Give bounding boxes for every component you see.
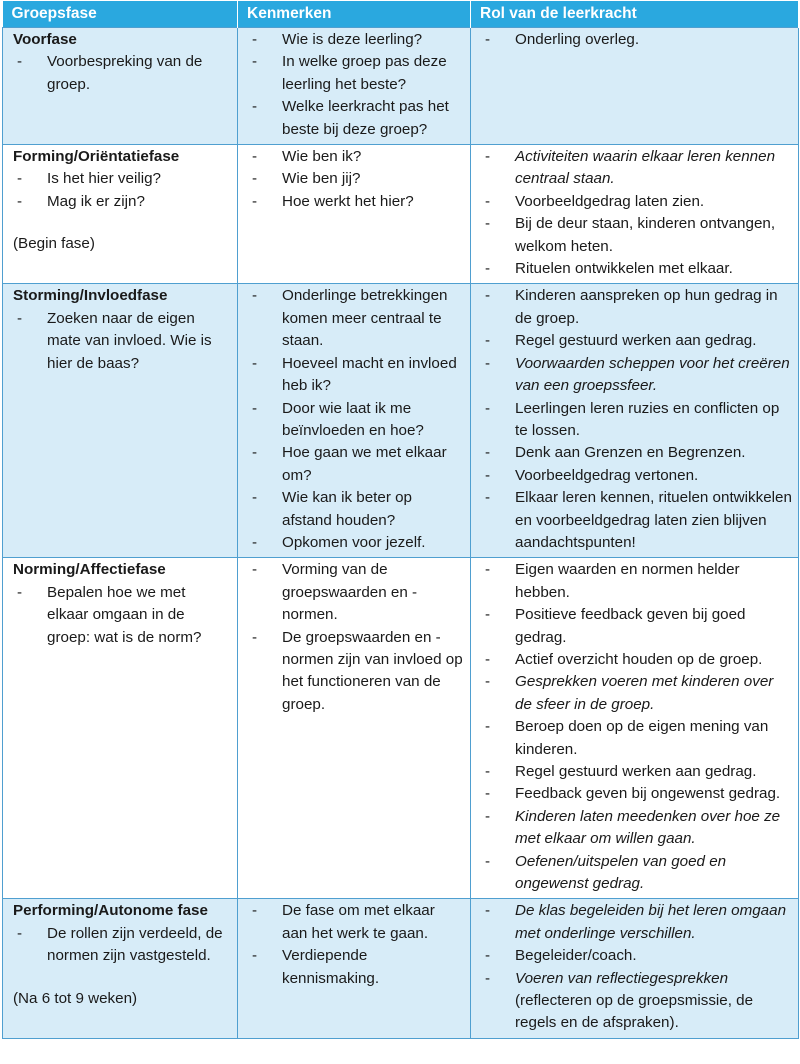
phase-cell bbox=[3, 899, 238, 1038]
list-item bbox=[481, 29, 792, 51]
list-item bbox=[481, 900, 792, 945]
list-item bbox=[481, 649, 792, 671]
list-item bbox=[481, 146, 792, 191]
kenmerken-list bbox=[248, 29, 464, 141]
list-item bbox=[481, 487, 792, 554]
list-item: - De fase om met elkaar aan het werk te gaan. bbox=[248, 900, 464, 945]
rol-text: Kinderen aanspreken op hun gedrag in de groep. bbox=[515, 287, 778, 327]
list-item bbox=[481, 945, 792, 967]
list-item bbox=[481, 213, 792, 258]
header-rol-leerkracht: Rol van de leerkracht bbox=[471, 1, 799, 28]
rol-text: Beroep doen op de eigen mening van kinderen. bbox=[515, 718, 769, 758]
phase-cell bbox=[3, 145, 238, 284]
rol-text: Voorwaarden scheppen voor het creëren van een groepssfeer. bbox=[515, 354, 790, 395]
rol-text: Gesprekken voeren met kinderen over de sfeer in de groep. bbox=[515, 673, 774, 713]
rol-text: Feedback geven bij ongewenst gedrag. bbox=[515, 785, 781, 803]
phase-questions bbox=[13, 308, 231, 375]
rol-text: Voeren van reflectiegesprekken bbox=[515, 969, 729, 987]
phase-cell bbox=[3, 558, 238, 899]
list-item: - Opkomen voor jezelf. bbox=[248, 532, 464, 554]
list-item: - Hoe gaan we met elkaar om? bbox=[248, 442, 464, 487]
phase-questions bbox=[13, 51, 231, 96]
rol-list bbox=[481, 559, 792, 895]
kenmerken-list bbox=[248, 900, 464, 990]
rol-text: Regel gestuurd werken aan gedrag. bbox=[515, 332, 757, 350]
table-row bbox=[3, 558, 799, 899]
list-item bbox=[481, 285, 792, 330]
rol-text: Elkaar leren kennen, rituelen ontwikkelen en voorbeeldgedrag laten zien blijven aandachtspunten! bbox=[515, 489, 792, 551]
rol-text: Positieve feedback geven bij goed gedrag. bbox=[515, 606, 746, 646]
list-item: - Bepalen hoe we met elkaar omgaan in de groep: wat is de norm? bbox=[13, 582, 231, 649]
rol-list bbox=[481, 29, 792, 51]
header-kenmerken: Kenmerken bbox=[238, 1, 471, 28]
list-item: - In welke groep pas deze leerling het beste? bbox=[248, 51, 464, 96]
list-item bbox=[481, 716, 792, 761]
rol-cell bbox=[471, 145, 799, 284]
list-item: - Vorming van de groepswaarden en -normen. bbox=[248, 559, 464, 626]
rol-text: Voorbeeldgedrag vertonen. bbox=[515, 466, 699, 484]
phase-questions bbox=[13, 923, 231, 968]
list-item: - De rollen zijn verdeeld, de normen zijn vastgesteld. bbox=[13, 923, 231, 968]
rol-text: Voorbeeldgedrag laten zien. bbox=[515, 192, 705, 210]
list-item: - Hoe werkt het hier? bbox=[248, 191, 464, 213]
list-item bbox=[481, 783, 792, 805]
rol-text: Denk aan Grenzen en Begrenzen. bbox=[515, 444, 746, 462]
phase-note: (Na 6 tot 9 weken) bbox=[13, 989, 138, 1007]
rol-list bbox=[481, 900, 792, 1034]
list-item: - Welke leerkracht pas het beste bij deze groep? bbox=[248, 96, 464, 141]
list-item: - Zoeken naar de eigen mate van invloed. Wie is hier de baas? bbox=[13, 308, 231, 375]
rol-text: Eigen waarden en normen helder hebben. bbox=[515, 561, 740, 601]
table-row bbox=[3, 284, 799, 558]
rol-text: Oefenen/uitspelen van goed en ongewenst gedrag. bbox=[515, 852, 727, 893]
list-item bbox=[481, 353, 792, 398]
rol-cell bbox=[471, 284, 799, 558]
rol-list bbox=[481, 285, 792, 554]
list-item: - De groepswaarden en -normen zijn van invloed op het functioneren van de groep. bbox=[248, 627, 464, 717]
list-item bbox=[481, 258, 792, 280]
rol-text: De klas begeleiden bij het leren omgaan met onderlinge verschillen. bbox=[515, 902, 787, 942]
list-item bbox=[481, 851, 792, 896]
phase-cell bbox=[3, 284, 238, 558]
phase-title: Performing/Autonome fase bbox=[13, 902, 208, 920]
list-item: - Mag ik er zijn? bbox=[13, 191, 231, 213]
list-item: - Hoeveel macht en invloed heb ik? bbox=[248, 353, 464, 398]
phase-title: Norming/Affectiefase bbox=[13, 561, 166, 579]
phase-title: Forming/Oriëntatiefase bbox=[13, 148, 180, 166]
phase-cell bbox=[3, 28, 238, 145]
list-item bbox=[481, 330, 792, 352]
phase-questions bbox=[13, 168, 231, 213]
rol-cell bbox=[471, 28, 799, 145]
rol-text: Rituelen ontwikkelen met elkaar. bbox=[515, 260, 733, 278]
list-item bbox=[481, 604, 792, 649]
list-item bbox=[481, 761, 792, 783]
list-item bbox=[481, 191, 792, 213]
group-phases-table bbox=[2, 1, 799, 1039]
rol-list bbox=[481, 146, 792, 280]
header-row bbox=[3, 1, 799, 28]
kenmerken-list bbox=[248, 146, 464, 213]
list-item bbox=[481, 398, 792, 443]
rol-text: Onderling overleg. bbox=[515, 31, 640, 48]
table-row bbox=[3, 145, 799, 284]
kenmerken-cell bbox=[238, 284, 471, 558]
list-item: - Wie kan ik beter op afstand houden? bbox=[248, 487, 464, 532]
kenmerken-list bbox=[248, 559, 464, 716]
phase-title: Voorfase bbox=[13, 31, 77, 48]
rol-cell bbox=[471, 558, 799, 899]
rol-text: Leerlingen leren ruzies en conflicten op te lossen. bbox=[515, 399, 780, 439]
list-item bbox=[481, 806, 792, 851]
rol-extra: (reflecteren op de groepsmissie, de regels en de afspraken). bbox=[515, 992, 754, 1032]
list-item bbox=[481, 671, 792, 716]
list-item bbox=[481, 442, 792, 464]
list-item: - Wie is deze leerling? bbox=[248, 29, 464, 51]
list-item: - Wie ben jij? bbox=[248, 168, 464, 190]
rol-text: Activiteiten waarin elkaar leren kennen centraal staan. bbox=[515, 148, 776, 188]
list-item: - Is het hier veilig? bbox=[13, 168, 231, 190]
table-row bbox=[3, 899, 799, 1038]
rol-text: Begeleider/coach. bbox=[515, 947, 637, 965]
table-row bbox=[3, 28, 799, 145]
phase-note: (Begin fase) bbox=[13, 235, 95, 253]
list-item: - Onderlinge betrekkingen komen meer centraal te staan. bbox=[248, 285, 464, 352]
rol-cell bbox=[471, 899, 799, 1038]
kenmerken-cell bbox=[238, 899, 471, 1038]
kenmerken-cell bbox=[238, 558, 471, 899]
rol-text: Kinderen laten meedenken over hoe ze met elkaar om willen gaan. bbox=[515, 807, 781, 848]
header-groepsfase: Groepsfase bbox=[3, 1, 238, 28]
kenmerken-cell bbox=[238, 28, 471, 145]
phase-title: Storming/Invloedfase bbox=[13, 287, 168, 305]
phase-questions bbox=[13, 582, 231, 649]
rol-text: Bij de deur staan, kinderen ontvangen, welkom heten. bbox=[515, 215, 776, 255]
rol-text: Regel gestuurd werken aan gedrag. bbox=[515, 763, 757, 780]
list-item: - Wie ben ik? bbox=[248, 146, 464, 168]
kenmerken-cell bbox=[238, 145, 471, 284]
list-item: - Verdiepende kennismaking. bbox=[248, 945, 464, 990]
list-item: - Voorbespreking van de groep. bbox=[13, 51, 231, 96]
list-item bbox=[481, 465, 792, 487]
list-item: - Door wie laat ik me beïnvloeden en hoe? bbox=[248, 398, 464, 443]
kenmerken-list bbox=[248, 285, 464, 554]
list-item bbox=[481, 968, 792, 1035]
list-item bbox=[481, 559, 792, 604]
rol-text: Actief overzicht houden op de groep. bbox=[515, 650, 763, 668]
